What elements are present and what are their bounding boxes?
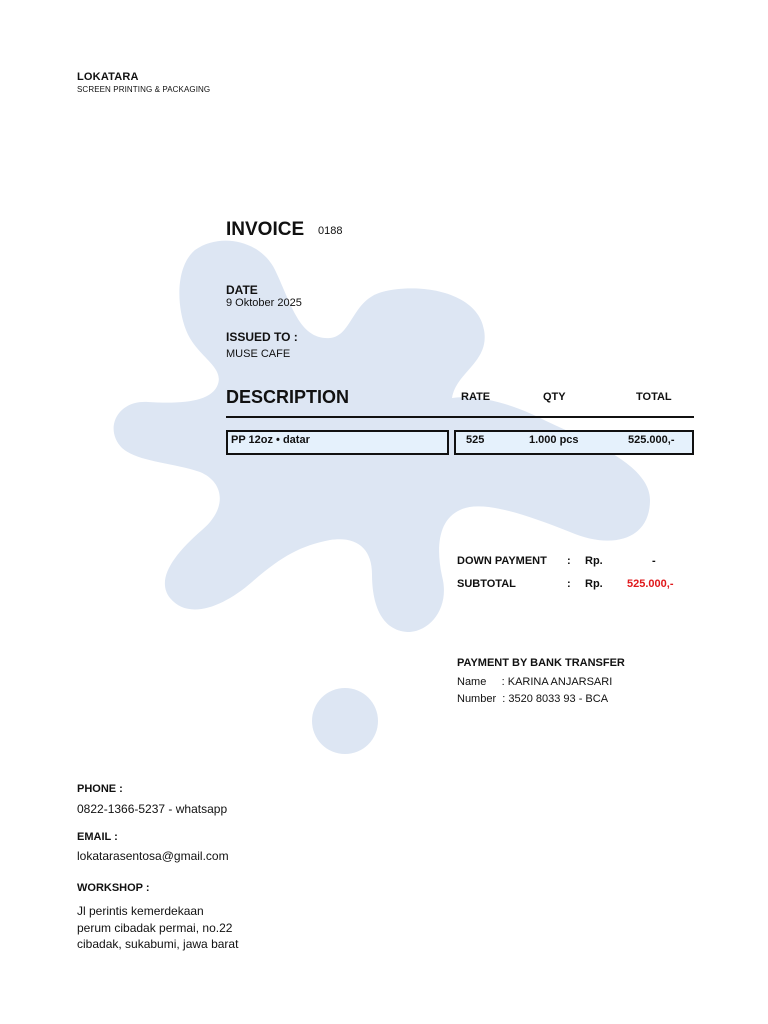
address-line: Jl perintis kemerdekaan bbox=[77, 904, 204, 918]
address-line: cibadak, sukabumi, jawa barat bbox=[77, 937, 239, 951]
total-header: TOTAL bbox=[636, 391, 672, 403]
row-description: PP 12oz • datar bbox=[231, 434, 310, 446]
qty-header: QTY bbox=[543, 391, 566, 403]
payment-title: PAYMENT BY BANK TRANSFER bbox=[457, 657, 625, 669]
subtotal-separator: : bbox=[567, 578, 571, 590]
subtotal-label: SUBTOTAL bbox=[457, 578, 516, 590]
workshop-address bbox=[77, 903, 238, 953]
issued-to-value: MUSE CAFE bbox=[226, 348, 291, 360]
header-divider bbox=[226, 416, 694, 418]
invoice-number: 0188 bbox=[318, 225, 343, 237]
row-rate: 525 bbox=[466, 434, 485, 446]
date-label: DATE bbox=[226, 283, 258, 297]
phone-value: 0822-1366-5237 - whatsapp bbox=[77, 802, 228, 816]
description-header: DESCRIPTION bbox=[226, 387, 350, 407]
subtotal-currency: Rp. bbox=[585, 578, 603, 590]
invoice-title: INVOICE bbox=[226, 219, 305, 240]
down-payment-separator: : bbox=[567, 555, 571, 567]
subtotal-value: 525.000,- bbox=[627, 578, 674, 590]
email-label: EMAIL : bbox=[77, 831, 118, 843]
address-line: perum cibadak permai, no.22 bbox=[77, 920, 233, 935]
down-payment-value: - bbox=[652, 555, 656, 567]
workshop-label: WORKSHOP : bbox=[77, 882, 150, 894]
payment-name: Name : KARINA ANJARSARI bbox=[457, 676, 613, 688]
phone-label: PHONE : bbox=[77, 783, 123, 795]
invoice-date: 9 Oktober 2025 bbox=[226, 297, 302, 309]
down-payment-label: DOWN PAYMENT bbox=[457, 555, 547, 567]
company-name: LOKATARA bbox=[77, 71, 139, 83]
rate-header: RATE bbox=[461, 391, 491, 403]
down-payment-currency: Rp. bbox=[585, 555, 603, 567]
payment-number: Number : 3520 8033 93 - BCA bbox=[457, 693, 609, 705]
issued-to-label: ISSUED TO : bbox=[226, 330, 298, 344]
company-tagline: SCREEN PRINTING & PACKAGING bbox=[77, 85, 211, 94]
row-qty: 1.000 pcs bbox=[529, 434, 579, 446]
email-value: lokatarasentosa@gmail.com bbox=[77, 849, 229, 863]
row-total: 525.000,- bbox=[628, 434, 675, 446]
